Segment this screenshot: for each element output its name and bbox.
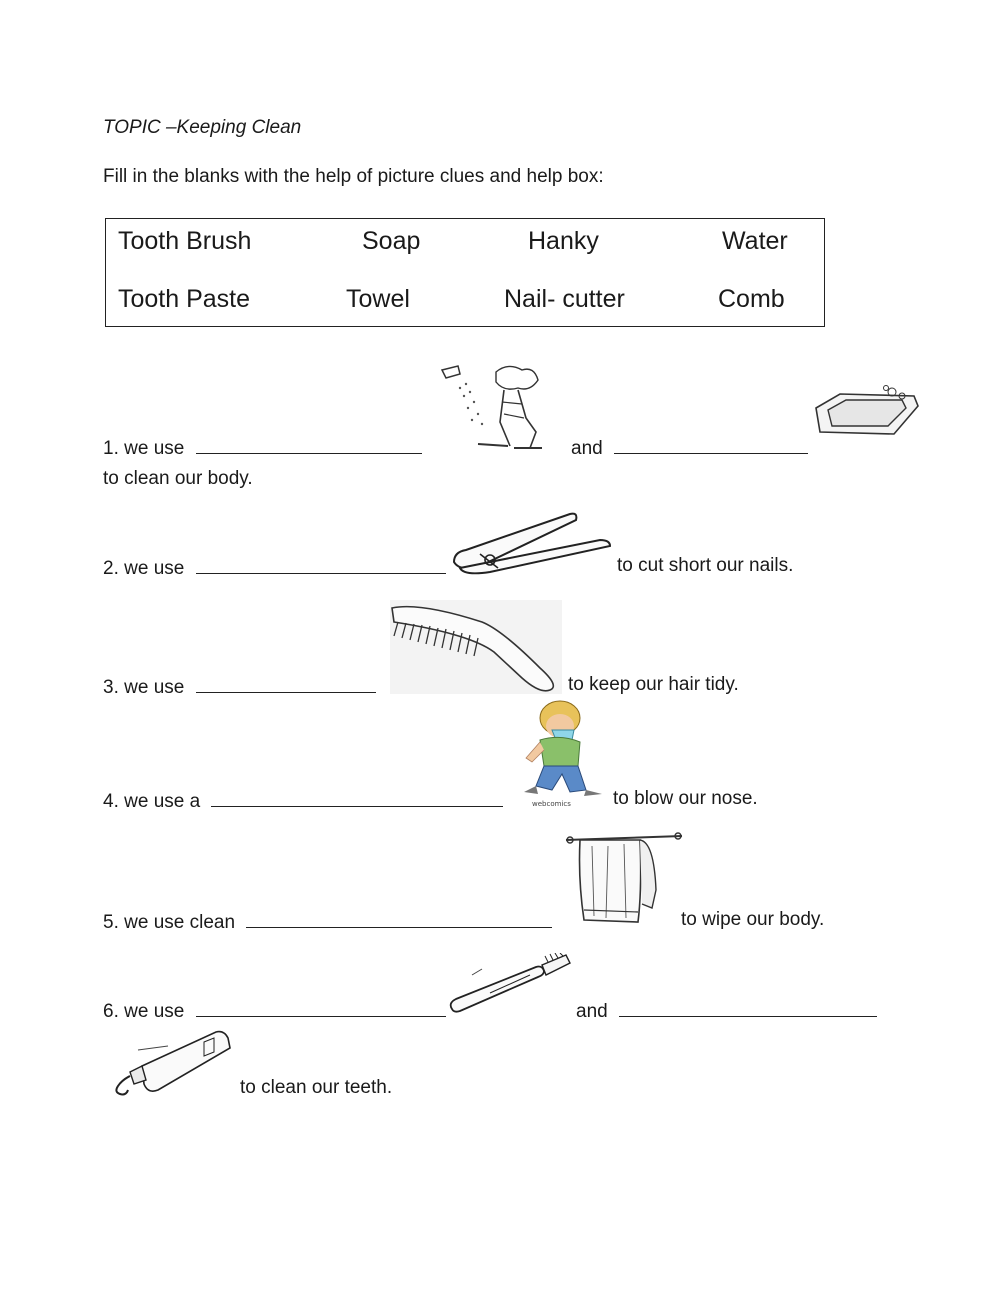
towel-icon [562,830,686,930]
question-2 [103,555,446,580]
question-6-part-2 [576,998,877,1023]
toothbrush-icon [446,953,572,1017]
help-word: Towel [346,285,410,313]
question-5 [103,909,552,934]
question-number: 1. [103,438,119,459]
help-word: Hanky [528,227,599,255]
question-1-part-2 [571,435,808,460]
question-number: 5. [103,912,119,933]
answer-blank[interactable] [196,998,446,1017]
toothpaste-icon [108,1028,234,1100]
shower-icon [438,362,554,454]
question-text: we use [124,1001,185,1022]
question-1 [103,435,422,460]
answer-blank[interactable] [211,788,503,807]
answer-blank[interactable] [614,435,808,454]
answer-blank[interactable] [196,435,422,454]
question-4-ending: to blow our nose. [613,788,758,809]
instruction-text: Fill in the blanks with the help of picture clues and help box: [103,166,604,187]
help-word: Nail- cutter [504,285,625,313]
help-box [105,218,825,327]
question-text: we use clean [124,912,236,933]
question-4 [103,788,503,813]
question-text: we use a [124,791,201,812]
question-3-ending: to keep our hair tidy. [568,674,739,695]
help-word: Tooth Brush [118,227,252,255]
soap-icon [810,384,922,444]
help-word: Soap [362,227,421,255]
answer-blank[interactable] [196,674,376,693]
question-number: 3. [103,677,119,698]
help-word: Water [722,227,788,255]
child-blowing-nose-icon [514,700,612,808]
question-3 [103,674,376,699]
question-2-ending: to cut short our nails. [617,555,794,576]
question-text: and [571,438,603,459]
question-6 [103,998,446,1023]
picture-caption: webcomics [532,800,571,808]
answer-blank[interactable] [619,998,877,1017]
question-6-ending: to clean our teeth. [240,1077,393,1098]
answer-blank[interactable] [196,555,446,574]
question-text: we use [124,438,185,459]
question-number: 2. [103,558,119,579]
question-text: we use [124,677,185,698]
help-word: Tooth Paste [118,285,251,313]
question-1-ending: to clean our body. [103,468,253,489]
question-text: and [576,1001,608,1022]
question-number: 6. [103,1001,119,1022]
question-5-ending: to wipe our body. [681,909,825,930]
nail-cutter-icon [450,510,614,578]
topic-heading: TOPIC –Keeping Clean [103,117,302,138]
answer-blank[interactable] [246,909,552,928]
question-number: 4. [103,791,119,812]
help-word: Comb [718,285,785,313]
comb-icon [390,600,562,694]
question-text: we use [124,558,185,579]
